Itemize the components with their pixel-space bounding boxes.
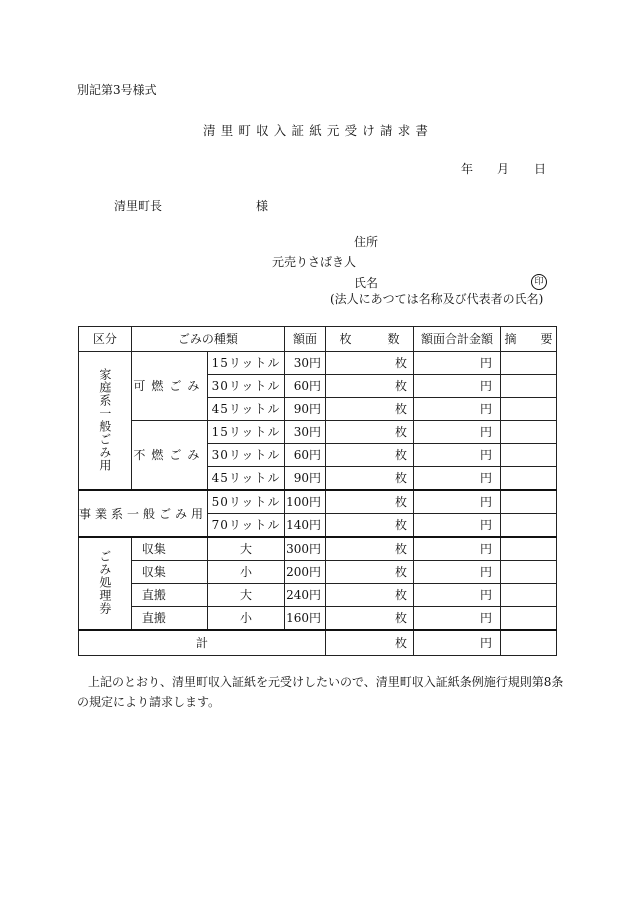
row-amount-field[interactable]: 円 [414, 444, 501, 467]
seal-icon: 印 [531, 274, 547, 290]
row-count-field[interactable]: 枚 [326, 467, 414, 491]
table-row [79, 607, 557, 631]
row-face-value: 140円 [285, 514, 326, 538]
row-amount-field[interactable]: 円 [414, 398, 501, 421]
document-title: 清里町収入証紙元受け請求書 [203, 123, 434, 138]
ticket-size: 大 [208, 537, 285, 561]
row-size: 45リットル [208, 398, 285, 421]
row-size: 30リットル [208, 444, 285, 467]
request-table [78, 326, 557, 656]
row-count-field[interactable]: 枚 [326, 490, 414, 514]
row-amount-field[interactable]: 円 [414, 561, 501, 584]
row-remarks-field[interactable] [501, 561, 557, 584]
honorific: 様 [256, 199, 269, 213]
row-face-value: 240円 [285, 584, 326, 607]
row-remarks-field[interactable] [501, 514, 557, 538]
row-remarks-field[interactable] [501, 375, 557, 398]
ticket-size: 大 [208, 584, 285, 607]
row-face-value: 100円 [285, 490, 326, 514]
table-row [79, 561, 557, 584]
row-amount-field[interactable]: 円 [414, 421, 501, 444]
table-row [79, 584, 557, 607]
row-count-field[interactable]: 枚 [326, 607, 414, 631]
group-household: 家庭系一般ごみ用 [79, 352, 132, 491]
row-face-value: 30円 [285, 352, 326, 375]
ticket-kind: 直搬 [131, 584, 207, 607]
row-remarks-field[interactable] [501, 352, 557, 375]
row-remarks-field[interactable] [501, 444, 557, 467]
row-count-field[interactable]: 枚 [326, 444, 414, 467]
row-amount-field[interactable]: 円 [414, 514, 501, 538]
total-row [79, 630, 557, 656]
address-label: 住所 [354, 235, 379, 249]
header-type: ごみの種類 [131, 327, 284, 352]
row-count-field[interactable]: 枚 [326, 537, 414, 561]
row-face-value: 90円 [285, 398, 326, 421]
row-size: 70リットル [208, 514, 285, 538]
addressee: 清里町長 [114, 199, 163, 213]
ticket-kind: 収集 [131, 561, 207, 584]
total-label: 計 [79, 630, 326, 656]
group-ticket: ごみ処理券 [79, 537, 132, 630]
row-remarks-field[interactable] [501, 490, 557, 514]
name-label: 氏名 [354, 276, 379, 290]
header-face-value: 額面 [285, 327, 326, 352]
row-face-value: 300円 [285, 537, 326, 561]
row-face-value: 90円 [285, 467, 326, 491]
row-size: 15リットル [208, 421, 285, 444]
row-amount-field[interactable]: 円 [414, 352, 501, 375]
row-count-field[interactable]: 枚 [326, 352, 414, 375]
row-size: 45リットル [208, 467, 285, 491]
row-count-field[interactable]: 枚 [326, 421, 414, 444]
seller-label: 元売りさばき人 [272, 255, 357, 269]
row-remarks-field[interactable] [501, 537, 557, 561]
header-total-amount: 額面合計金額 [414, 327, 501, 352]
row-count-field[interactable]: 枚 [326, 584, 414, 607]
row-face-value: 160円 [285, 607, 326, 631]
row-remarks-field[interactable] [501, 421, 557, 444]
closing-text-line1: 上記のとおり、清里町収入証紙を元受けしたいので、清里町収入証紙条例施行規則第8条 [88, 675, 564, 689]
date-year-label: 年 [461, 162, 474, 176]
row-amount-field[interactable]: 円 [414, 584, 501, 607]
form-code: 別記第3号様式 [77, 83, 157, 97]
date-month-label: 月 [497, 162, 510, 176]
header-category: 区分 [79, 327, 132, 352]
total-remarks-field[interactable] [501, 630, 557, 656]
name-note: (法人にあつては名称及び代表者の氏名) [330, 292, 544, 306]
group-nonburnable: 不燃ごみ [131, 421, 207, 491]
row-amount-field[interactable]: 円 [414, 375, 501, 398]
date-day-label: 日 [534, 162, 547, 176]
table-row [79, 352, 557, 375]
row-amount-field[interactable]: 円 [414, 537, 501, 561]
row-count-field[interactable]: 枚 [326, 398, 414, 421]
row-face-value: 60円 [285, 375, 326, 398]
total-amount-field[interactable]: 円 [414, 630, 501, 656]
row-remarks-field[interactable] [501, 584, 557, 607]
group-business: 事業系一般ごみ用 [79, 490, 208, 537]
row-face-value: 60円 [285, 444, 326, 467]
row-remarks-field[interactable] [501, 467, 557, 491]
row-amount-field[interactable]: 円 [414, 607, 501, 631]
total-count-field[interactable]: 枚 [326, 630, 414, 656]
row-amount-field[interactable]: 円 [414, 490, 501, 514]
row-count-field[interactable]: 枚 [326, 514, 414, 538]
row-face-value: 30円 [285, 421, 326, 444]
row-remarks-field[interactable] [501, 607, 557, 631]
row-size: 15リットル [208, 352, 285, 375]
table-header-row [79, 327, 557, 352]
closing-text-line2: の規定により請求します。 [77, 695, 221, 709]
row-count-field[interactable]: 枚 [326, 561, 414, 584]
table-row [79, 421, 557, 444]
header-count: 枚 数 [326, 327, 414, 352]
row-size: 30リットル [208, 375, 285, 398]
ticket-kind: 収集 [131, 537, 207, 561]
row-size: 50リットル [208, 490, 285, 514]
row-remarks-field[interactable] [501, 398, 557, 421]
ticket-kind: 直搬 [131, 607, 207, 631]
group-burnable: 可燃ごみ [131, 352, 207, 421]
row-face-value: 200円 [285, 561, 326, 584]
ticket-size: 小 [208, 561, 285, 584]
table-row [79, 490, 557, 514]
ticket-size: 小 [208, 607, 285, 631]
header-remarks: 摘 要 [501, 327, 557, 352]
table-row [79, 537, 557, 561]
row-count-field[interactable]: 枚 [326, 375, 414, 398]
row-amount-field[interactable]: 円 [414, 467, 501, 491]
